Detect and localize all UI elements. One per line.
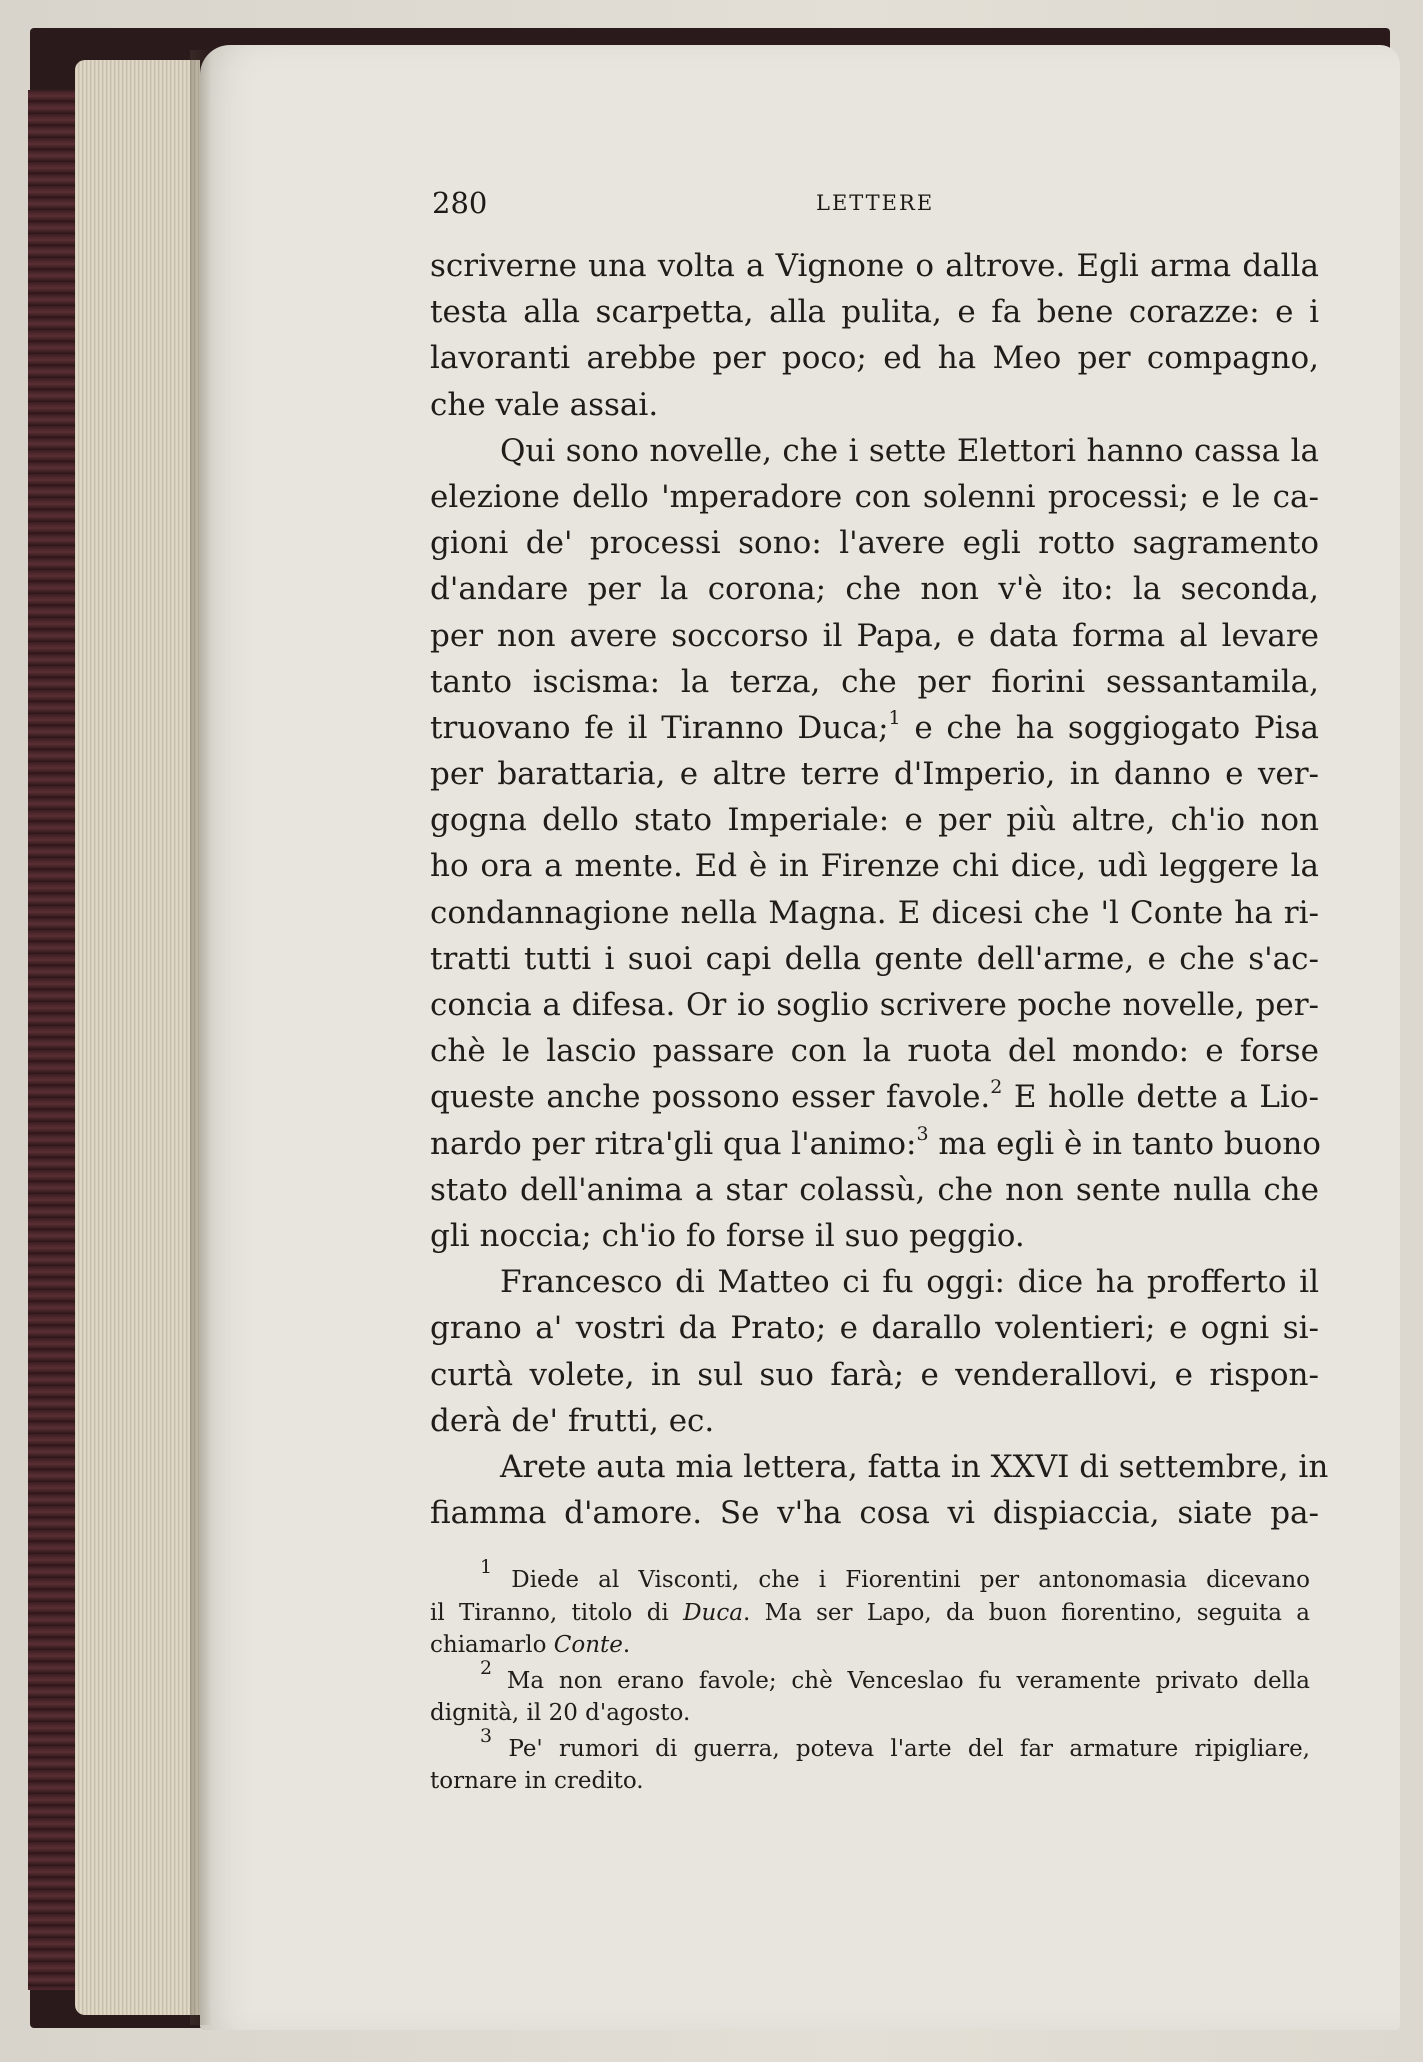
text-line: Francesco di Matteo ci fu oggi: dice ha profferto il [500, 1264, 1319, 1301]
running-title: LETTERE [816, 191, 935, 215]
text-line: gli noccia; ch'io fo forse il suo peggio. [430, 1217, 1025, 1254]
text-line: elezione dello 'mperadore con solenni processi; e le ca- [430, 478, 1319, 515]
text-line: testa alla scarpetta, alla pulita, e fa bene corazze: e i [430, 294, 1319, 331]
footnote-ref: 1 [888, 706, 901, 729]
text-line: tanto iscisma: la terza, che per fiorini sessantamila, [430, 663, 1319, 700]
text-line: fiamma d'amore. Se v'ha cosa vi dispiaccia, siate pa- [430, 1495, 1319, 1532]
footnote-ref: 2 [990, 1076, 1003, 1099]
footnote-line: dignità, il 20 d'agosto. [430, 1700, 691, 1726]
body-text [430, 243, 1329, 1536]
text-line: derà de' frutti, ec. [430, 1402, 715, 1439]
text-line: Qui sono novelle, che i sette Elettori hanno cassa la [500, 432, 1319, 469]
text-line: per non avere soccorso il Papa, e data forma al levare [430, 617, 1319, 654]
text-line: gogna dello stato Imperiale: e per più altre, ch'io non [430, 802, 1319, 839]
text-line: scriverne una volta a Vignone o altrove. Egli arma dalla [430, 248, 1319, 284]
text-line: per barattaria, e altre terre d'Imperio, in danno e ver- [430, 756, 1319, 793]
text-line: Arete auta mia lettera, fatta in XXVI di settembre, in [500, 1448, 1329, 1485]
text-line: gioni de' processi sono: l'avere egli rotto sagramento [430, 525, 1319, 562]
text-line: queste anche possono esser favole.$^2$ E holle dette a Lio- [430, 1076, 1319, 1116]
text-line: curtà volete, in sul suo farà; e venderallovi, e rispon- [430, 1356, 1319, 1393]
footnote-line: tornare in credito. [430, 1768, 644, 1794]
footnote-line: $^2$ Ma non erano favole; chè Venceslao fu veramente privato della [480, 1656, 1310, 1694]
text-line: lavoranti arebbe per poco; ed ha Meo per compagno, [430, 340, 1319, 377]
footnote-line: $^1$ Diede al Visconti, che i Fiorentini per antonomasia dicevano [480, 1556, 1311, 1593]
footnote-number: 1 [480, 1556, 493, 1578]
text-line: che vale assai. [430, 386, 659, 423]
footnote-line: il Tiranno, titolo di Duca. Ma ser Lapo, da buon fiorentino, seguita a [430, 1599, 1311, 1626]
gutter-shadow [190, 50, 212, 2025]
text-line: grano a' vostri da Prato; e darallo volentieri; e ogni si- [430, 1310, 1319, 1347]
page-header [432, 186, 1332, 226]
text-line: concia a difesa. Or io soglio scrivere poche novelle, per- [430, 987, 1319, 1023]
text-line: tratti tutti i suoi capi della gente dell'arme, e che s'ac- [430, 940, 1319, 977]
footnote-number: 2 [480, 1656, 493, 1679]
footnote-line: chiamarlo Conte. [430, 1632, 631, 1658]
footnotes [430, 1556, 1311, 1798]
page-stack-edge [75, 60, 200, 2015]
page-number: 280 [432, 186, 488, 220]
text-line: ho ora a mente. Ed è in Firenze chi dice, udì leggere la [430, 848, 1319, 885]
text-line: nardo per ritra'gli qua l'animo:$^3$ ma egli è in tanto buono [430, 1122, 1321, 1162]
book-spine-leather [28, 90, 78, 1990]
footnote-ref: 3 [916, 1122, 929, 1145]
footnote-line: $^3$ Pe' rumori di guerra, poteva l'arte del far armature ripigliare, [480, 1724, 1310, 1762]
text-line: stato dell'anima a star colassù, che non sente nulla che [430, 1171, 1319, 1208]
text-line: condannagione nella Magna. E dicesi che 'l Conte ha ri- [430, 894, 1319, 931]
text-line: d'andare per la corona; che non v'è ito: la seconda, [430, 571, 1319, 608]
text-line: truovano fe il Tiranno Duca;$^1$ e che ha soggiogato Pisa [430, 706, 1319, 746]
text-line: chè le lascio passare con la ruota del mondo: e forse [430, 1033, 1319, 1070]
footnote-number: 3 [480, 1724, 493, 1747]
